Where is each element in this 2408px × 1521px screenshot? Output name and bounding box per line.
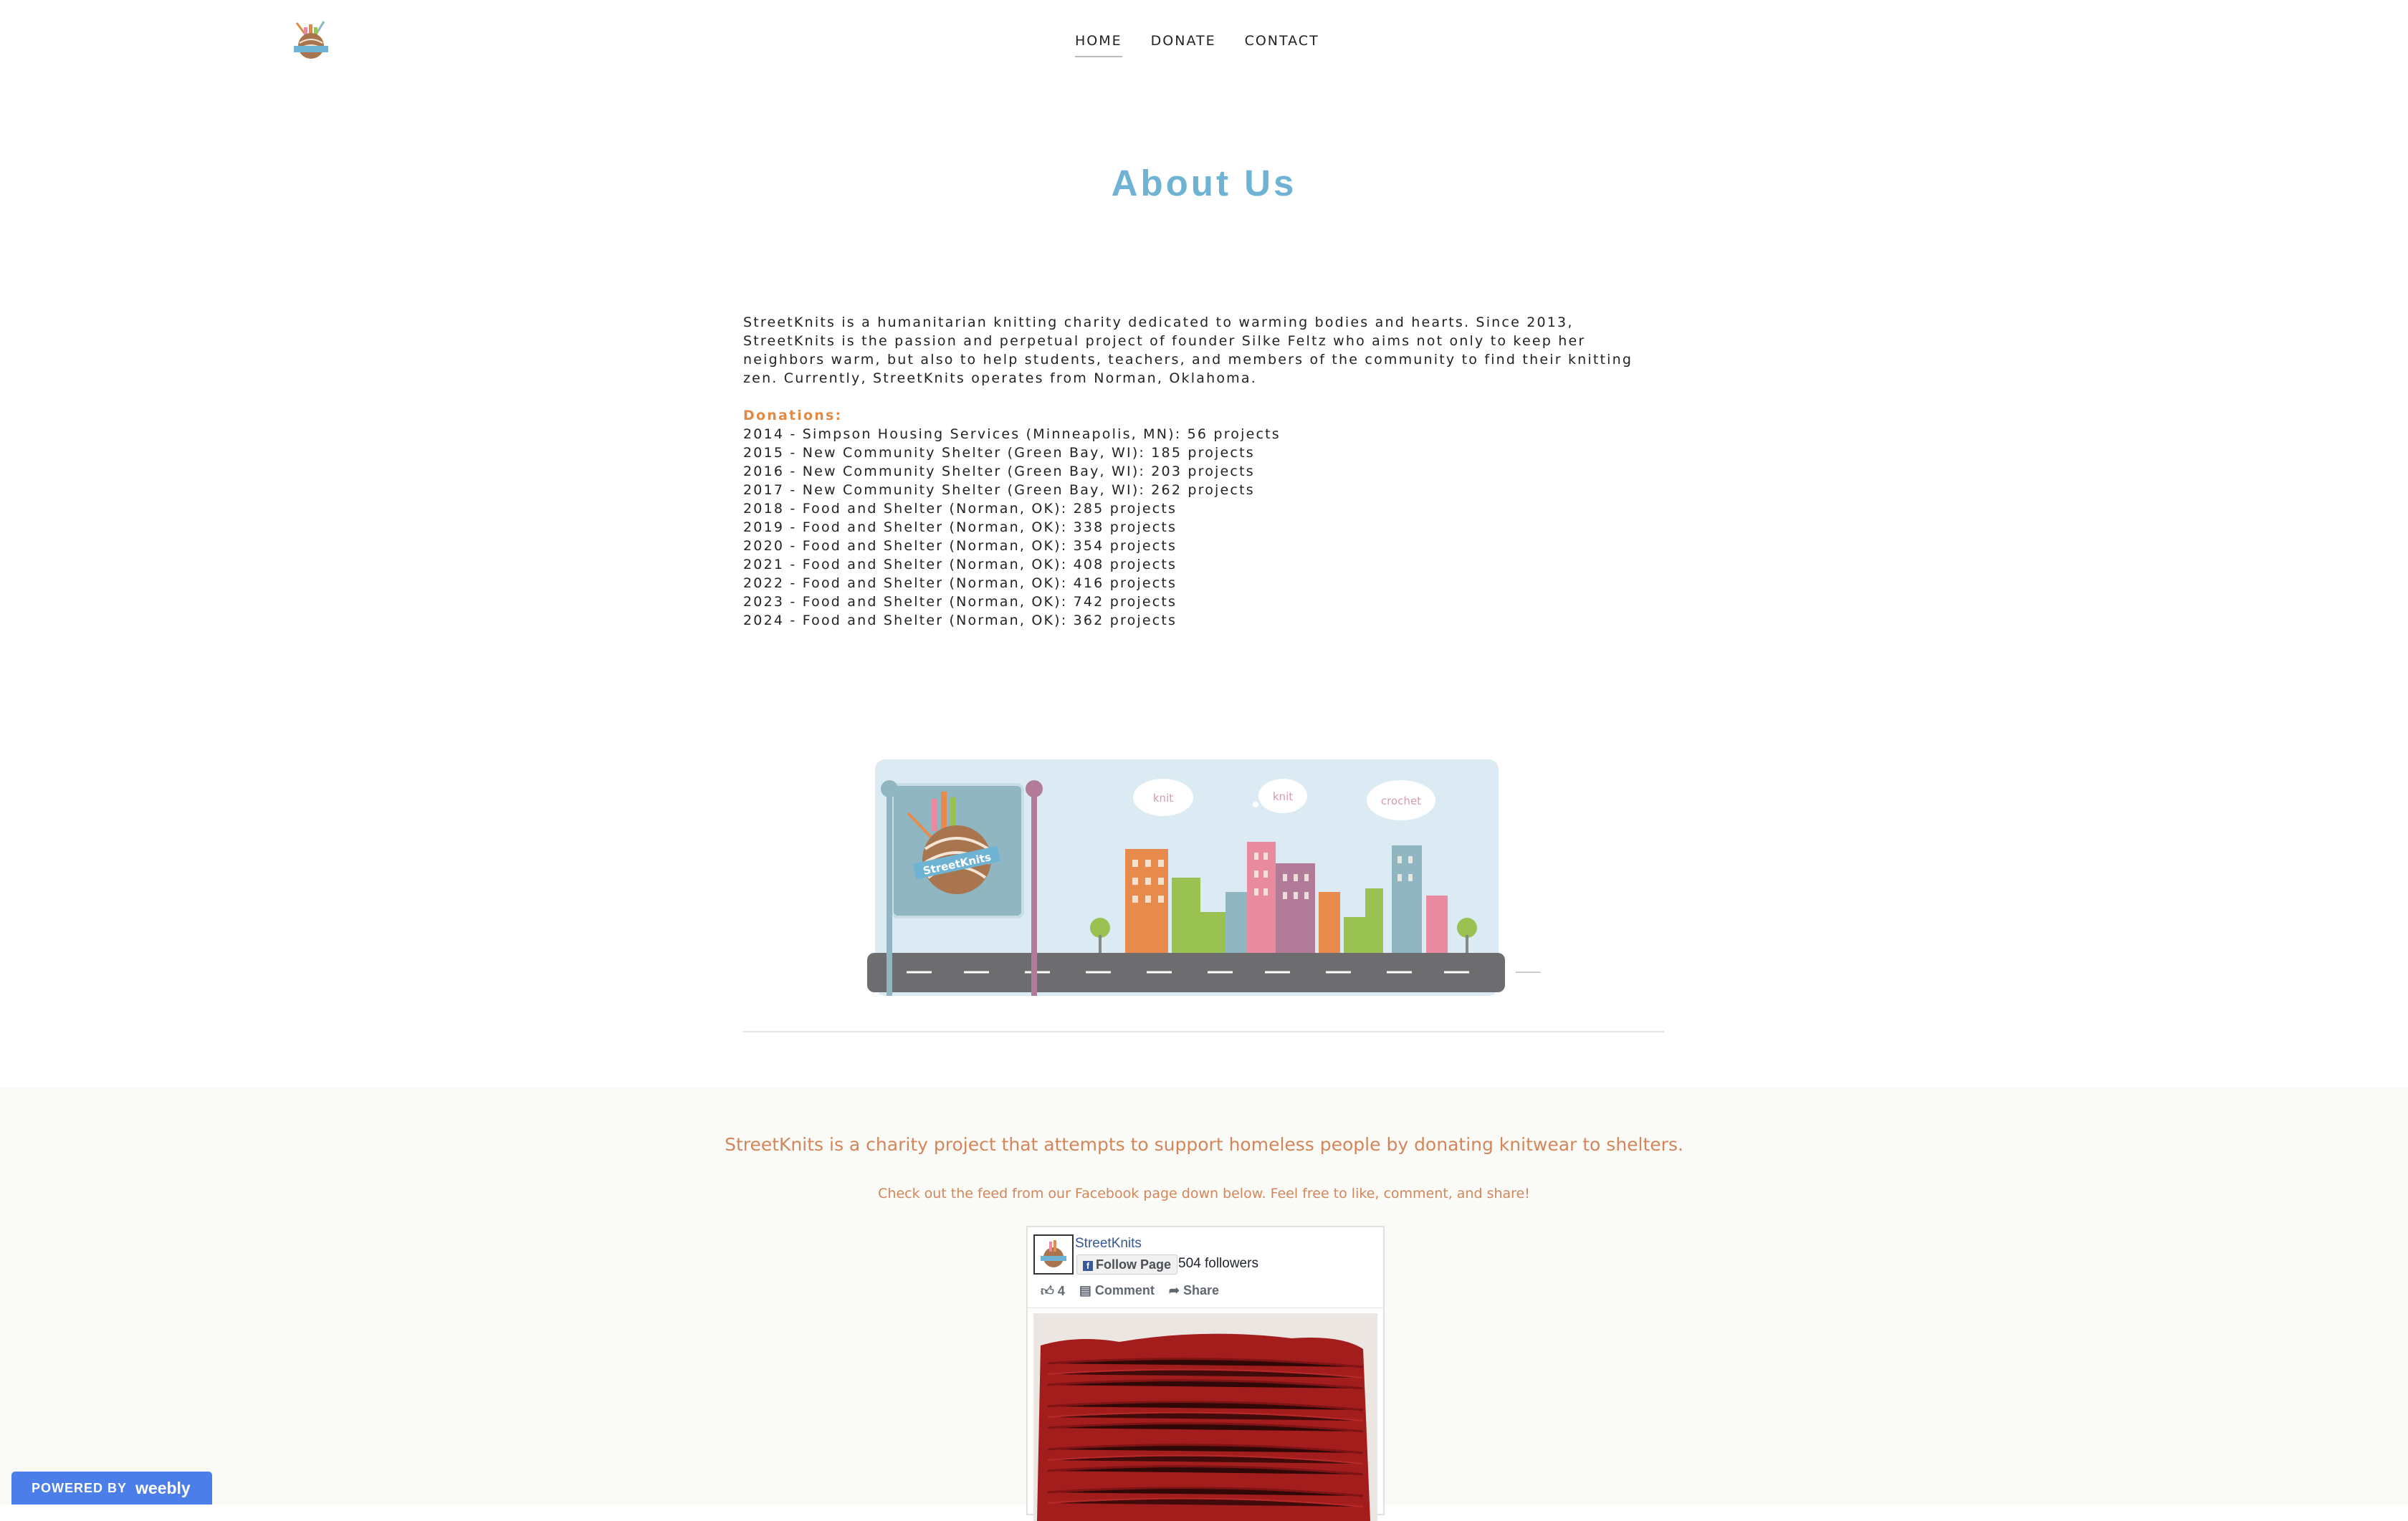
like-count: 4 xyxy=(1057,1284,1065,1298)
footer-subtext: Check out the feed from our Facebook page down below. Feel free to like, comment, and share! xyxy=(878,1186,1530,1201)
donations-list xyxy=(743,425,1664,630)
city-banner-illustration xyxy=(864,756,1544,999)
comment-label: Comment xyxy=(1094,1283,1155,1297)
about-content xyxy=(743,313,1664,630)
powered-by-weebly-badge[interactable] xyxy=(11,1472,212,1505)
donation-item: 2024 - Food and Shelter (Norman, OK): 362 projects xyxy=(743,613,1177,628)
svg-text:StreetKnits: StreetKnits xyxy=(922,850,993,878)
main-nav xyxy=(1075,32,1348,57)
post-photo-red-knit[interactable] xyxy=(1033,1313,1377,1521)
post-actions xyxy=(1041,1283,1219,1299)
nav-donate[interactable]: DONATE xyxy=(1150,33,1216,49)
share-button[interactable] xyxy=(1169,1283,1219,1299)
facebook-feed-widget xyxy=(1026,1226,1385,1515)
svg-text:knit: knit xyxy=(1272,790,1294,803)
donation-item: 2019 - Food and Shelter (Norman, OK): 338 projects xyxy=(743,519,1177,535)
site-header xyxy=(0,0,2408,86)
weebly-logo: weebly xyxy=(135,1478,191,1497)
cloud-crochet xyxy=(1367,780,1435,820)
donation-item: 2018 - Food and Shelter (Norman, OK): 285 projects xyxy=(743,501,1177,517)
like-button[interactable] xyxy=(1041,1283,1065,1299)
follow-page-button[interactable] xyxy=(1076,1254,1177,1275)
donation-item: 2016 - New Community Shelter (Green Bay, WI): 203 projects xyxy=(743,464,1255,479)
cloud-knit-1 xyxy=(1133,779,1193,816)
share-label: Share xyxy=(1183,1283,1220,1297)
page-title: About Us xyxy=(1111,163,1297,203)
donation-item: 2015 - New Community Shelter (Green Bay, WI): 185 projects xyxy=(743,445,1255,461)
facebook-icon: f xyxy=(1083,1261,1093,1271)
donation-item: 2020 - Food and Shelter (Norman, OK): 354 projects xyxy=(743,538,1177,554)
donation-item: 2022 - Food and Shelter (Norman, OK): 416 projects xyxy=(743,575,1177,591)
donation-item: 2017 - New Community Shelter (Green Bay, WI): 262 projects xyxy=(743,482,1255,498)
donation-item: 2021 - Food and Shelter (Norman, OK): 408 projects xyxy=(743,557,1177,572)
section-divider xyxy=(743,1031,1664,1032)
followers-count: 504 followers xyxy=(1178,1256,1258,1271)
facebook-page-avatar[interactable] xyxy=(1033,1234,1074,1275)
nav-home[interactable]: HOME xyxy=(1075,32,1122,57)
donation-item: 2014 - Simpson Housing Services (Minneapolis, MN): 56 projects xyxy=(743,426,1281,442)
share-icon: ➦ xyxy=(1168,1283,1180,1297)
donations-heading: Donations: xyxy=(743,408,843,423)
svg-text:crochet: crochet xyxy=(1380,795,1422,807)
footer-tagline: StreetKnits is a charity project that attempts to support homeless people by donating knitwear to shelters. xyxy=(725,1134,1683,1155)
svg-text:knit: knit xyxy=(1152,792,1174,805)
comment-button[interactable] xyxy=(1079,1283,1155,1299)
donation-item: 2023 - Food and Shelter (Norman, OK): 742 projects xyxy=(743,594,1177,610)
thumbs-up-icon: 👍︎ xyxy=(1041,1284,1054,1298)
intro-paragraph: StreetKnits is a humanitarian knitting charity dedicated to warming bodies and hearts. Since 2013, StreetKnits is the passion and perpetual project of founder Silke Feltz who aims not only to keep her neighbors warm, but also to help students, teachers, and members of the community to find their knitting zen. Currently, StreetKnits operates from Norman, Oklahoma. xyxy=(743,315,1633,386)
site-logo[interactable] xyxy=(288,19,334,67)
nav-contact[interactable]: CONTACT xyxy=(1244,33,1319,49)
follow-page-label: Follow Page xyxy=(1096,1257,1172,1272)
badge-text: POWERED BY xyxy=(32,1480,128,1495)
facebook-page-name[interactable]: StreetKnits xyxy=(1075,1236,1142,1251)
comment-icon: ▤ xyxy=(1079,1283,1091,1297)
